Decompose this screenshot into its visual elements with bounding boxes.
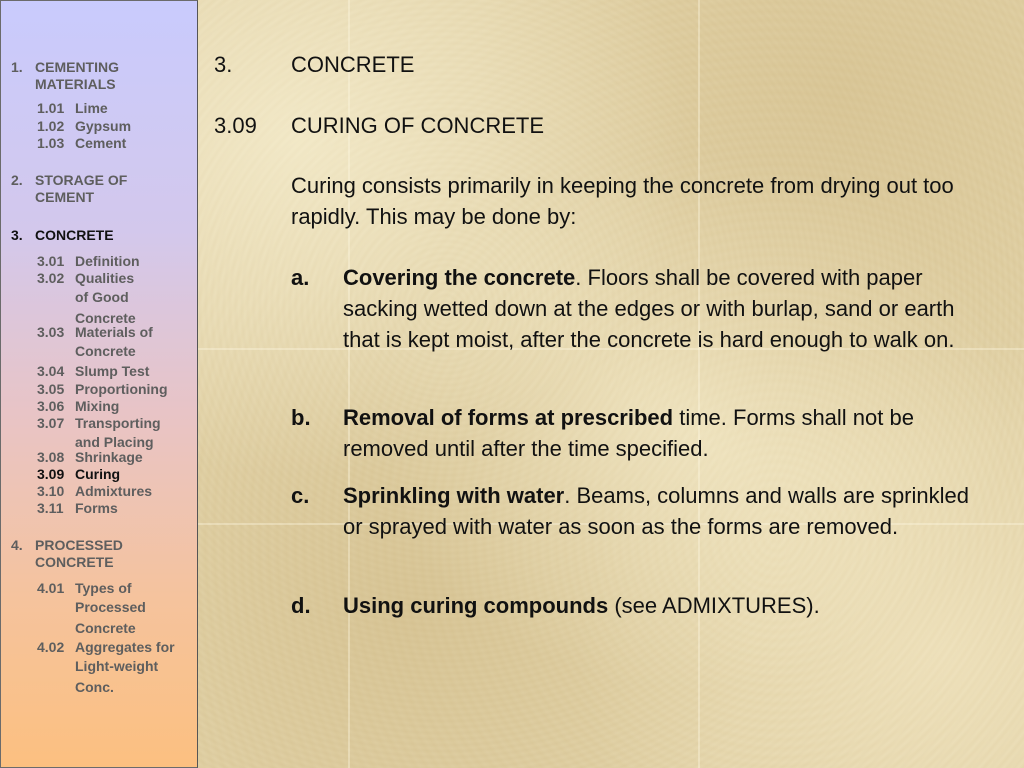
nav-item-label: Cement [75,135,127,151]
nav-item-label: Proportioning [75,381,168,397]
nav-item-number: 4.02 [37,639,65,655]
nav-section-label-cont: CONCRETE [35,554,114,570]
nav-item-label-cont: of Good [75,289,129,305]
nav-section-label: CEMENTING [35,59,119,75]
nav-item-label: Shrinkage [75,449,143,465]
nav-item-number: 1.03 [37,135,65,151]
method-letter: d. [291,593,311,618]
nav-item-label: Materials of [75,324,153,340]
nav-item-label: Admixtures [75,483,153,499]
nav-item-label: Curing [75,466,121,482]
nav-item-number: 4.01 [37,580,65,596]
nav-section-label-cont: MATERIALS [35,76,116,92]
nav-item-label-cont: Concrete [75,310,136,326]
nav-section-label-cont: CEMENT [35,189,95,205]
nav-section-number: 1. [11,59,23,75]
nav-item-number: 3.05 [37,381,65,397]
nav-section-label: PROCESSED [35,537,123,553]
nav-item-number: 3.09 [37,466,65,482]
nav-item-number: 3.10 [37,483,65,499]
method-letter: b. [291,405,311,430]
nav-item-label-cont: Concrete [75,620,136,636]
nav-item-number: 3.04 [37,363,65,379]
method-text: . Beams, columns and walls are sprinkled or sprayed with water as soon as the forms are removed. [343,483,969,539]
method-title: Covering the concrete [343,265,576,290]
method-text: . Floors shall be covered with paper sacking wetted down at the edges or with burlap, sand or earth that is kept moist, after the concrete is hard enough to walk on. [343,265,955,352]
method-title: Removal of forms at prescribed [343,405,674,430]
nav-item-label: Definition [75,253,140,269]
section-number: 3.09 [214,113,257,138]
method-letter: c. [291,483,310,508]
method-text: (see ADMIXTURES). [608,593,820,618]
nav-item-label: Lime [75,100,108,116]
nav-item-label-cont: Processed [75,599,146,615]
method-body [343,590,993,621]
nav-section-number: 3. [11,227,23,243]
nav-item-label: Mixing [75,398,120,414]
nav-item-label-cont: Concrete [75,343,136,359]
method-item-b [291,402,1001,464]
nav-item-label: Slump Test [75,363,150,379]
chapter-number: 3. [214,52,233,77]
nav-item-number: 3.08 [37,449,65,465]
nav-item-label: Transporting [75,415,161,431]
nav-item-label: Qualities [75,270,135,286]
nav-item-label-cont: and Placing [75,434,154,450]
method-body [343,480,993,542]
nav-item-number: 3.01 [37,253,65,269]
nav-item-number: 1.02 [37,118,65,134]
method-letter: a. [291,265,310,290]
method-item-a [291,262,1001,355]
nav-item-label-cont: Conc. [75,679,114,695]
method-body [343,402,993,464]
method-title: Sprinkling with water [343,483,565,508]
nav-item-number: 3.07 [37,415,65,431]
nav-item-label: Types of [75,580,132,596]
method-item-c [291,480,1001,542]
nav-item-number: 3.02 [37,270,65,286]
nav-item-label: Aggregates for [75,639,175,655]
method-body [343,262,993,355]
nav-item-label-cont: Light-weight [75,658,159,674]
method-title: Using curing compounds [343,593,609,618]
section-title: CURING OF CONCRETE [291,113,544,138]
method-item-d [291,590,1001,621]
nav-item-number: 3.03 [37,324,65,340]
nav-item-label: Forms [75,500,118,516]
method-text: time. Forms shall not be removed until after the time specified. [343,405,914,461]
nav-section-label: CONCRETE [35,227,114,243]
nav-section-number: 4. [11,537,23,553]
nav-item-number: 3.06 [37,398,65,414]
intro-paragraph: Curing consists primarily in keeping the concrete from drying out too rapidly. This may be done by: [291,173,954,229]
nav-item-number: 3.11 [37,500,64,516]
chapter-title: CONCRETE [291,52,415,77]
nav-section-label: STORAGE OF [35,172,128,188]
nav-item-number: 1.01 [37,100,65,116]
nav-section-number: 2. [11,172,23,188]
nav-item-label: Gypsum [75,118,132,134]
